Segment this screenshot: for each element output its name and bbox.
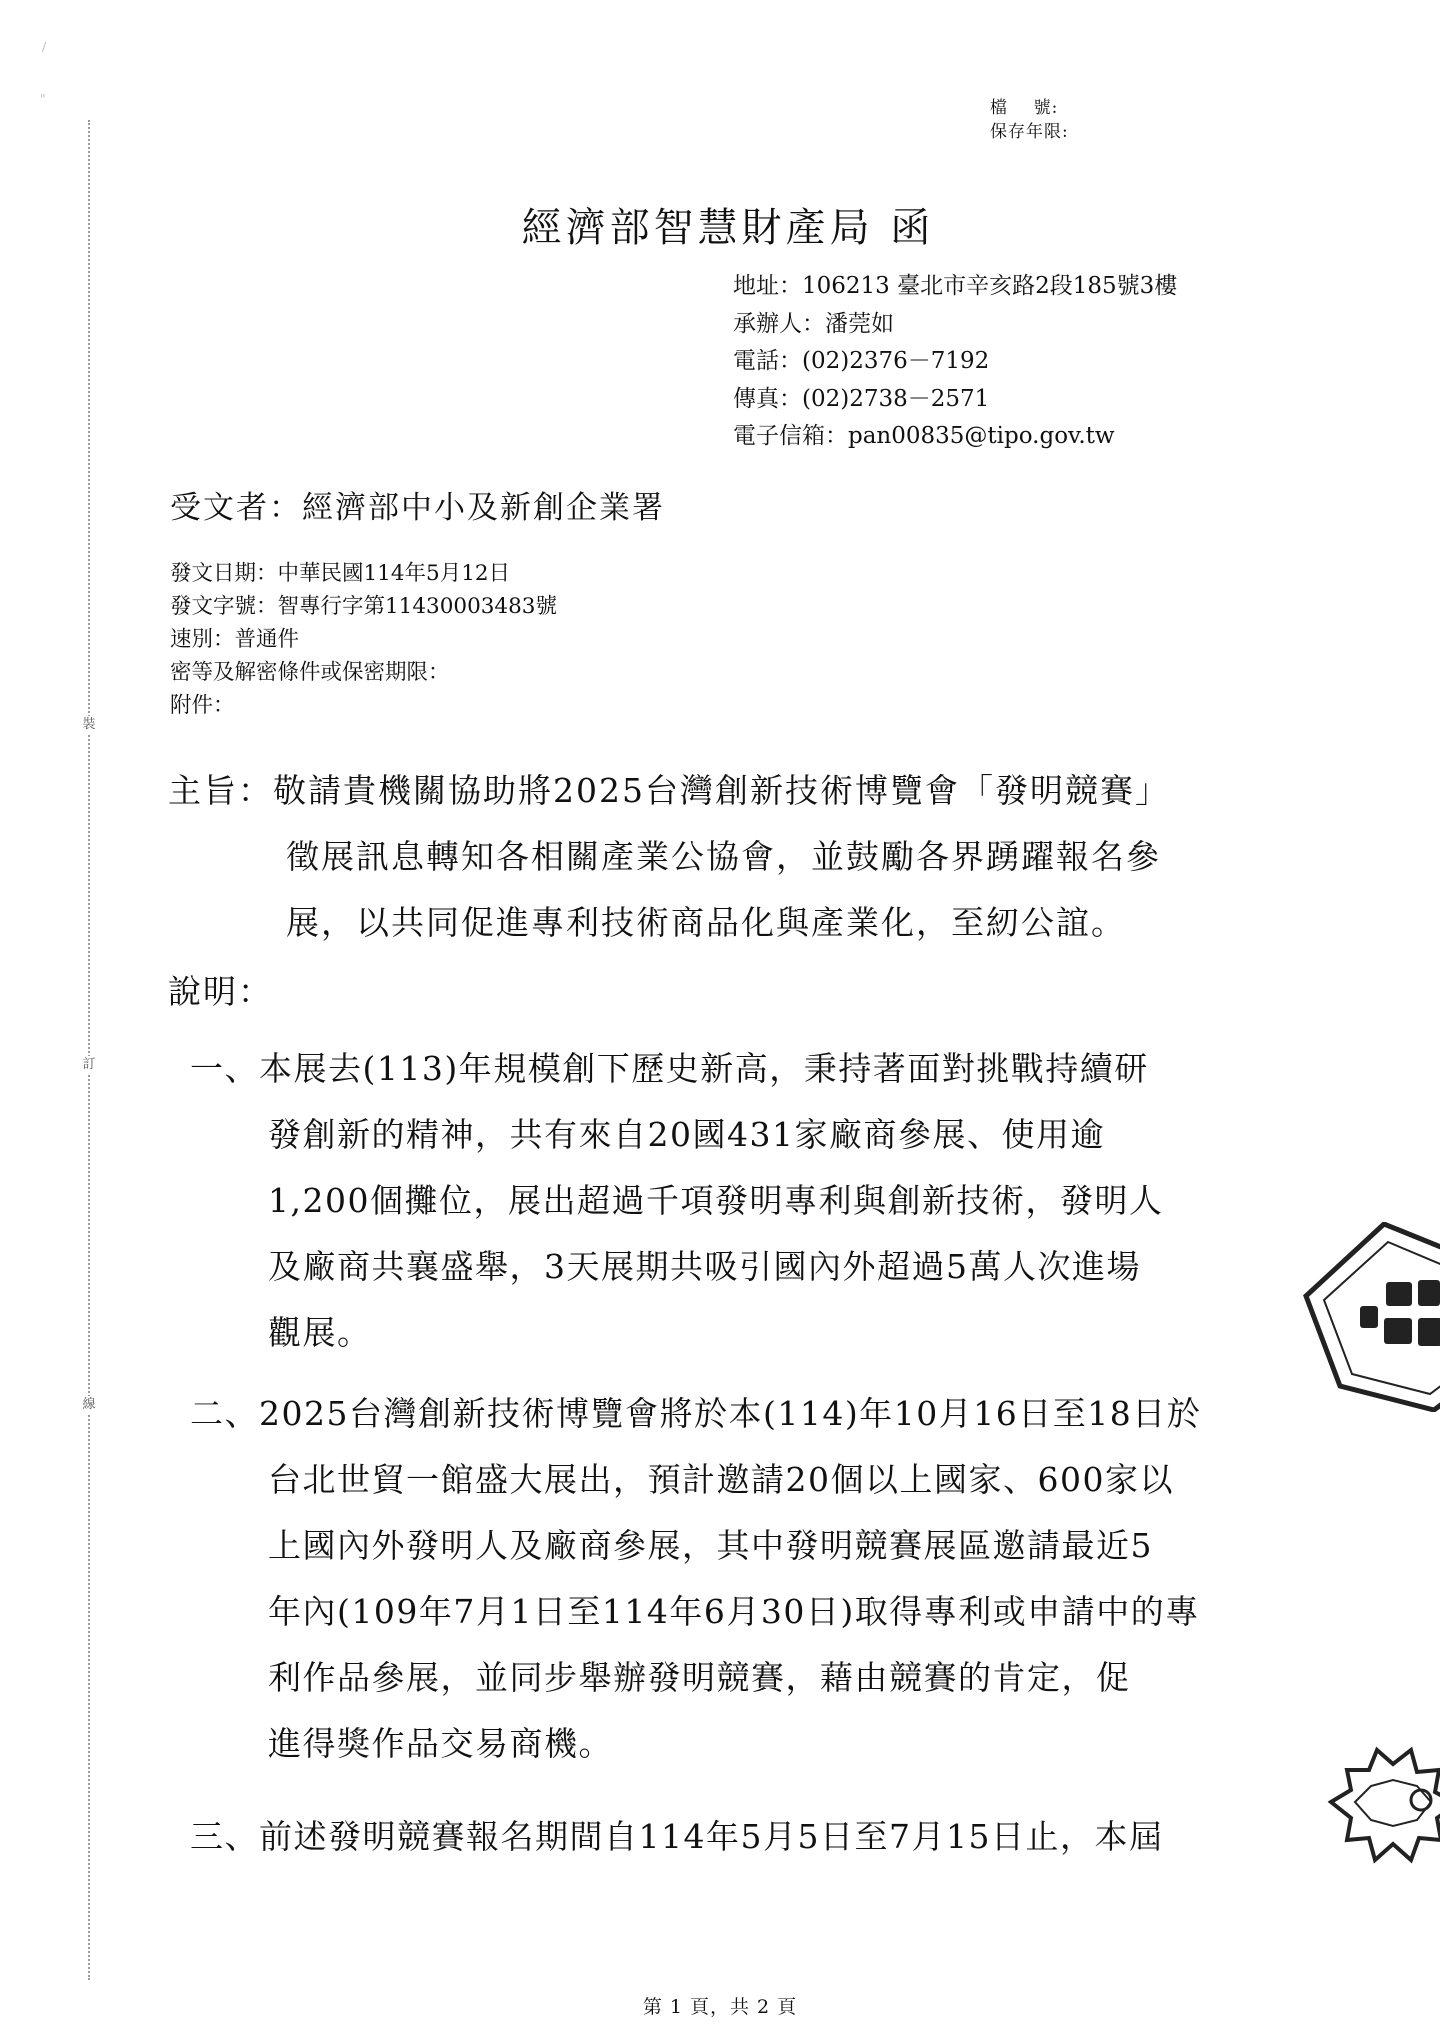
page-indicator: 第 1 頁，共 2 頁 — [642, 1996, 798, 2018]
phone: 電話：(02)2376－7192 — [733, 348, 990, 374]
scan-speck: " — [40, 92, 46, 106]
item-line: 台北世貿一館盛大展出，預計邀請20個以上國家、600家以 — [268, 1460, 1174, 1499]
dispatch-date: 發文日期：中華民國114年5月12日 — [170, 561, 511, 586]
item-line: 發創新的精神，共有來自20國431家廠商參展、使用逾 — [268, 1115, 1105, 1154]
recipient: 受文者：經濟部中小及新創企業署 — [170, 490, 665, 526]
explanation-item-2 — [190, 1381, 1290, 1777]
subject-section — [168, 758, 1268, 956]
explanation-item-1 — [190, 1036, 1290, 1366]
speed-category: 速別：普通件 — [170, 627, 300, 652]
handler: 承辦人：潘莞如 — [733, 310, 894, 337]
subject-line: 徵展訊息轉知各相關產業公協會，並鼓勵各界踴躍報名參 — [286, 837, 1161, 876]
item-line: 1,200個攤位，展出超過千項發明專利與創新技術，發明人 — [268, 1181, 1164, 1220]
item-line: 三、前述發明競賽報名期間自114年5月5日至7月15日止，本屆 — [190, 1817, 1164, 1856]
item-line: 二、2025台灣創新技術博覽會將於本(114)年10月16日至18日於 — [190, 1394, 1202, 1433]
archive-info — [990, 96, 1069, 144]
binding-mark-ding: 訂 — [79, 1056, 99, 1074]
contact-block — [733, 268, 1177, 456]
item-line: 一、本展去(113)年規模創下歷史新高，秉持著面對挑戰持續研 — [190, 1049, 1149, 1088]
binding-mark-xian: 線 — [79, 1396, 99, 1414]
secrecy-level: 密等及解密條件或保密期限： — [170, 660, 450, 685]
dispatch-number: 發文字號：智專行字第11430003483號 — [170, 594, 557, 619]
fax: 傳真：(02)2738－2571 — [733, 385, 990, 412]
email: 電子信箱：pan00835@tipo.gov.tw — [733, 423, 1115, 449]
subject-line: 主旨：敬請貴機關協助將2025台灣創新技術博覽會「發明競賽」 — [168, 771, 1170, 810]
item-line: 上國內外發明人及廠商參展，其中發明競賽展區邀請最近5 — [268, 1526, 1153, 1565]
document-title: 經濟部智慧財產局 函 — [521, 205, 935, 251]
dispatch-meta — [170, 557, 557, 722]
item-line: 年內(109年7月1日至114年6月30日)取得專利或申請中的專 — [268, 1592, 1200, 1631]
binding-mark-zhuang: 裝 — [79, 716, 99, 734]
scan-speck: / — [42, 40, 47, 54]
receipt-stamp — [1300, 1222, 1440, 1412]
explanation-heading: 說明： — [168, 972, 273, 1011]
item-line: 進得獎作品交易商機。 — [268, 1724, 613, 1763]
item-line: 及廠商共襄盛舉，3天展期共吸引國內外超過5萬人次進場 — [268, 1247, 1141, 1286]
attachment: 附件： — [170, 693, 235, 718]
file-number-label: 檔 號: — [990, 98, 1059, 118]
retention-period-label: 保存年限: — [990, 122, 1069, 142]
seal-stamp-fragment — [1325, 1740, 1440, 1870]
binding-line — [88, 120, 90, 1980]
item-line: 觀展。 — [268, 1313, 372, 1352]
address: 地址：106213 臺北市辛亥路2段185號3樓 — [733, 273, 1178, 299]
explanation-item-3 — [190, 1804, 1290, 1870]
item-line: 利作品參展，並同步舉辦發明競賽，藉由競賽的肯定，促 — [268, 1658, 1131, 1697]
subject-line: 展，以共同促進專利技術商品化與產業化，至紉公誼。 — [286, 903, 1126, 942]
